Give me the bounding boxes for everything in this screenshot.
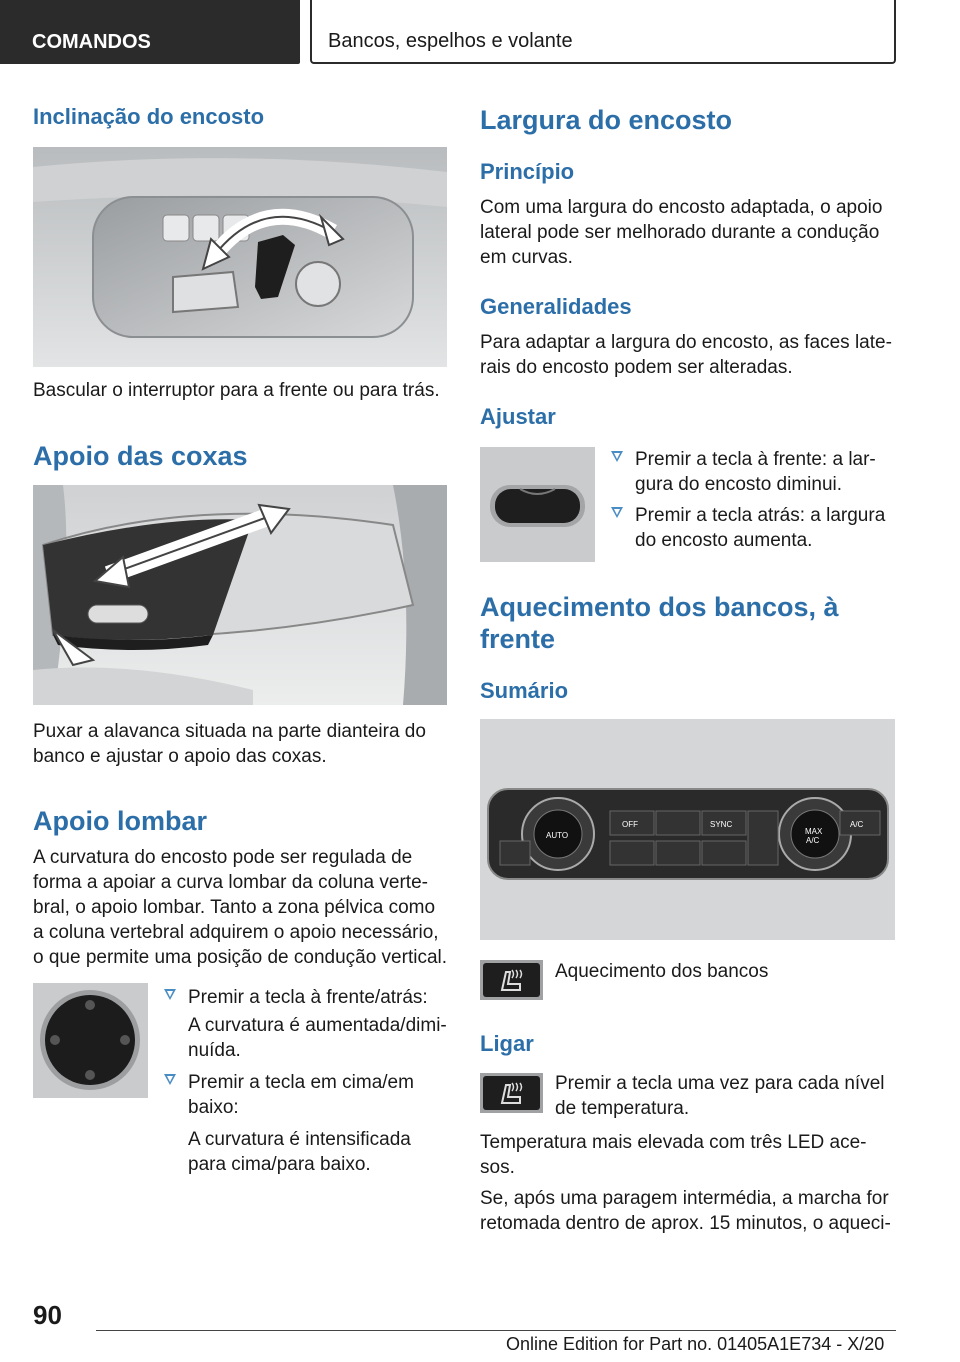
temp-text-2: sos. bbox=[480, 1157, 515, 1178]
panel-auto-label: AUTO bbox=[546, 831, 569, 840]
temp-text-1: Temperatura mais elevada com três LED ace- bbox=[480, 1132, 867, 1153]
lumbar-button-image bbox=[33, 983, 148, 1098]
coxas-text-1: Puxar a alavanca situada na parte dianteira do bbox=[33, 721, 426, 742]
footer-divider bbox=[96, 1330, 896, 1331]
ajustar-bullet-1 bbox=[611, 447, 901, 472]
heading-apoio-coxas: Apoio das coxas bbox=[33, 441, 248, 471]
panel-max-label: MAX bbox=[805, 827, 823, 836]
heading-principio: Princípio bbox=[480, 159, 575, 184]
bullet-triangle-icon bbox=[611, 507, 623, 518]
heading-apoio-lombar: Apoio lombar bbox=[33, 806, 207, 836]
lombar-b2-sub-1: A curvatura é intensificada bbox=[188, 1129, 411, 1150]
page-number: 90 bbox=[33, 1300, 62, 1330]
heading-generalidades: Generalidades bbox=[480, 294, 632, 319]
bullet-triangle-icon bbox=[164, 989, 176, 1000]
bullet-triangle-icon bbox=[611, 451, 623, 462]
bullet-triangle-icon bbox=[164, 1074, 176, 1085]
lombar-bullet-1-text: Premir a tecla à frente/atrás: bbox=[188, 987, 428, 1008]
ajustar-b1-line-2: gura do encosto diminui. bbox=[635, 474, 843, 495]
ligar-text-2: de temperatura. bbox=[555, 1098, 690, 1119]
general-text-1: Para adaptar a largura do encosto, as faces late- bbox=[480, 332, 892, 353]
climate-panel-image bbox=[480, 719, 895, 940]
lombar-bullet-1 bbox=[164, 985, 454, 1010]
general-text-2: rais do encosto podem ser alteradas. bbox=[480, 357, 793, 378]
heading-ligar: Ligar bbox=[480, 1031, 534, 1056]
lombar-text-2: forma a apoiar a curva lombar da coluna verte- bbox=[33, 872, 428, 893]
lombar-text-1: A curvatura do encosto pode ser regulada de bbox=[33, 847, 413, 868]
ajustar-bullet-1-text-1: Premir a tecla à frente: a lar- bbox=[635, 449, 876, 470]
aquec-label: Aquecimento dos bancos bbox=[555, 961, 769, 982]
panel-sync-label: SYNC bbox=[710, 820, 733, 829]
chapter-title: Bancos, espelhos e volante bbox=[310, 0, 896, 64]
apos-text-1: Se, após uma paragem intermédia, a marcha for bbox=[480, 1188, 889, 1209]
heading-sumario: Sumário bbox=[480, 678, 569, 703]
seat-heating-icon bbox=[480, 1073, 543, 1113]
ajustar-bullet-2 bbox=[611, 503, 901, 528]
principio-text-2: lateral pode ser melhorado durante a condução bbox=[480, 222, 880, 243]
section-tab: COMANDOS bbox=[0, 0, 300, 64]
lombar-text-4: a coluna vertebral adquirem o apoio necessário, bbox=[33, 922, 439, 943]
heading-aquecimento-1: Aquecimento dos bancos, à bbox=[480, 592, 839, 622]
panel-max-ac-label: A/C bbox=[806, 836, 820, 845]
width-button-image bbox=[480, 447, 595, 562]
ligar-text-1: Premir a tecla uma vez para cada nível bbox=[555, 1073, 885, 1094]
coxas-text-2: banco e ajustar o apoio das coxas. bbox=[33, 746, 327, 767]
lombar-text-5: o que permite uma posição de condução vertical. bbox=[33, 947, 448, 968]
apos-text-2: retomada dentro de aprox. 15 minutos, o aqueci- bbox=[480, 1213, 891, 1234]
lombar-b1-sub-2: nuída. bbox=[188, 1040, 241, 1061]
seat-tilt-image bbox=[33, 147, 447, 367]
heading-ajustar: Ajustar bbox=[480, 404, 556, 429]
heading-largura: Largura do encosto bbox=[480, 105, 733, 135]
principio-text-1: Com uma largura do encosto adaptada, o apoio bbox=[480, 197, 883, 218]
lombar-b2-line-2: baixo: bbox=[188, 1097, 239, 1118]
heading-inclinacao: Inclinação do encosto bbox=[33, 104, 265, 129]
panel-ac-label: A/C bbox=[850, 820, 864, 829]
lombar-bullet-2-text-1: Premir a tecla em cima/em bbox=[188, 1072, 414, 1093]
heading-aquecimento-2: frente bbox=[480, 624, 556, 654]
footer-edition: Online Edition for Part no. 01405A1E734 - X/20 bbox=[506, 1334, 885, 1354]
principio-text-3: em curvas. bbox=[480, 247, 573, 268]
ajustar-b2-line-2: do encosto aumenta. bbox=[635, 530, 813, 551]
ajustar-bullet-2-text-1: Premir a tecla atrás: a largura bbox=[635, 505, 886, 526]
thigh-support-image bbox=[33, 485, 447, 705]
lombar-bullet-2 bbox=[164, 1070, 454, 1095]
lombar-text-3: bral, o apoio lombar. Tanto a zona pélvica como bbox=[33, 897, 436, 918]
panel-off-label: OFF bbox=[622, 820, 638, 829]
lombar-b2-sub-2: para cima/para baixo. bbox=[188, 1154, 371, 1175]
incl-text: Bascular o interruptor para a frente ou para trás. bbox=[33, 380, 440, 401]
seat-heating-icon bbox=[480, 960, 543, 1000]
lombar-b1-sub-1: A curvatura é aumentada/dimi- bbox=[188, 1015, 447, 1036]
